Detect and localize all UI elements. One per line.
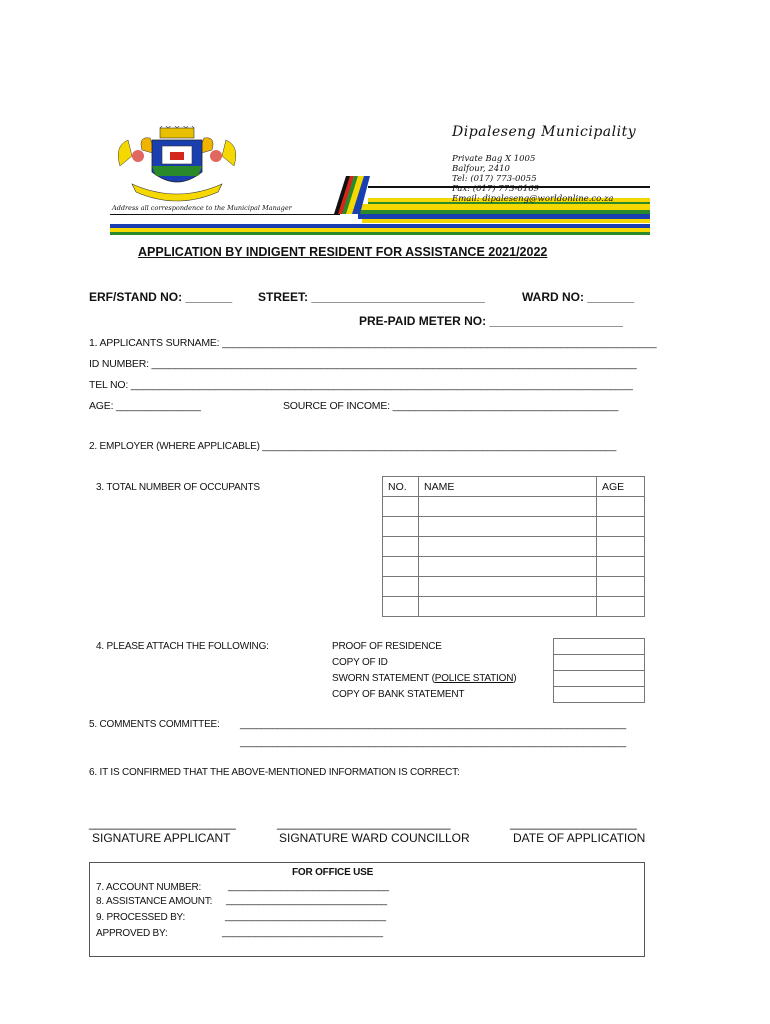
processed-label: 9. PROCESSED BY: bbox=[96, 912, 186, 923]
ward-field[interactable]: WARD NO: _______ bbox=[522, 290, 635, 304]
income-field[interactable]: SOURCE OF INCOME: ________________________________________ bbox=[283, 400, 619, 412]
header-stripe bbox=[110, 232, 650, 235]
municipality-name: Dipaleseng Municipality bbox=[452, 124, 637, 140]
address-line: Email: dipaleseng@worldonline.co.za bbox=[452, 194, 614, 204]
header-stripe bbox=[358, 214, 650, 219]
surname-field[interactable]: 1. APPLICANTS SURNAME: _____________________________________________________________________________ bbox=[89, 337, 657, 349]
signature-councillor-label: SIGNATURE WARD COUNCILLOR bbox=[279, 831, 470, 845]
address-line: Tel: (017) 773-0055 bbox=[452, 174, 537, 184]
id-number-field[interactable]: ID NUMBER: ______________________________________________________________________________________ bbox=[89, 358, 637, 370]
checkbox-cell[interactable] bbox=[554, 639, 645, 655]
table-row[interactable] bbox=[383, 497, 645, 517]
comments-line[interactable]: ________________________________________________________________________ bbox=[240, 719, 627, 730]
header-name: NAME bbox=[419, 477, 597, 497]
header-stripe bbox=[362, 219, 650, 223]
address-line: Private Bag X 1005 bbox=[452, 154, 536, 164]
table-header-row bbox=[383, 477, 645, 497]
office-title: FOR OFFICE USE bbox=[292, 867, 374, 878]
header-rule bbox=[110, 214, 340, 215]
header-stripe bbox=[354, 210, 650, 214]
attach-item: PROOF OF RESIDENCE bbox=[332, 641, 442, 652]
signature-councillor-line[interactable]: __________________________ bbox=[277, 816, 451, 830]
header-age: AGE bbox=[597, 477, 645, 497]
erf-field[interactable]: ERF/STAND NO: _______ bbox=[89, 290, 233, 304]
meter-field[interactable]: PRE-PAID METER NO: ____________________ bbox=[359, 314, 623, 328]
confirm-statement: 6. IT IS CONFIRMED THAT THE ABOVE-MENTIONED INFORMATION IS CORRECT: bbox=[89, 767, 460, 778]
account-field[interactable]: ______________________________ bbox=[228, 881, 389, 892]
comments-line[interactable]: ________________________________________________________________________ bbox=[240, 737, 627, 748]
form-title: APPLICATION BY INDIGENT RESIDENT FOR ASSISTANCE 2021/2022 bbox=[138, 245, 548, 259]
employer-field[interactable]: 2. EMPLOYER (WHERE APPLICABLE) __________________________________________________________________ bbox=[89, 441, 617, 452]
header-no: NO. bbox=[383, 477, 419, 497]
address-line: Balfour, 2410 bbox=[452, 164, 510, 174]
processed-field[interactable]: ______________________________ bbox=[225, 911, 386, 922]
header-stripe bbox=[110, 228, 650, 232]
attach-checklist bbox=[553, 638, 645, 703]
attach-item: COPY OF BANK STATEMENT bbox=[332, 689, 465, 700]
signature-applicant-line[interactable]: ______________________ bbox=[89, 816, 236, 830]
table-row[interactable] bbox=[383, 537, 645, 557]
occupants-table bbox=[382, 476, 645, 617]
tel-field[interactable]: TEL NO: _________________________________________________________________________________________ bbox=[89, 379, 633, 391]
date-label: DATE OF APPLICATION bbox=[513, 831, 646, 845]
header-stripe bbox=[110, 224, 650, 228]
street-field[interactable]: STREET: __________________________ bbox=[258, 290, 485, 304]
age-field[interactable]: AGE: _______________ bbox=[89, 400, 201, 412]
header-stripe bbox=[350, 204, 650, 210]
attach-label: 4. PLEASE ATTACH THE FOLLOWING: bbox=[96, 641, 269, 652]
approved-field[interactable]: ______________________________ bbox=[222, 927, 383, 938]
checkbox-cell[interactable] bbox=[554, 655, 645, 671]
address-line: Fax: (017) 773-0169 bbox=[452, 184, 540, 194]
date-line[interactable]: ___________________ bbox=[510, 816, 637, 830]
amount-field[interactable]: ______________________________ bbox=[226, 895, 387, 906]
attach-item: COPY OF ID bbox=[332, 657, 388, 668]
table-row[interactable] bbox=[383, 517, 645, 537]
comments-label: 5. COMMENTS COMMITTEE: bbox=[89, 719, 220, 730]
signature-applicant-label: SIGNATURE APPLICANT bbox=[92, 831, 231, 845]
table-row[interactable] bbox=[383, 557, 645, 577]
occupants-label: 3. TOTAL NUMBER OF OCCUPANTS bbox=[96, 482, 260, 493]
approved-label: APPROVED BY: bbox=[96, 928, 168, 939]
attach-item-sworn: SWORN STATEMENT (POLICE STATION) bbox=[332, 673, 517, 684]
account-label: 7. ACCOUNT NUMBER: bbox=[96, 882, 202, 893]
amount-label: 8. ASSISTANCE AMOUNT: bbox=[96, 896, 213, 907]
checkbox-cell[interactable] bbox=[554, 687, 645, 703]
checkbox-cell[interactable] bbox=[554, 671, 645, 687]
correspondence-note: Address all correspondence to the Municipal Manager bbox=[112, 204, 292, 212]
table-row[interactable] bbox=[383, 597, 645, 617]
table-row[interactable] bbox=[383, 577, 645, 597]
